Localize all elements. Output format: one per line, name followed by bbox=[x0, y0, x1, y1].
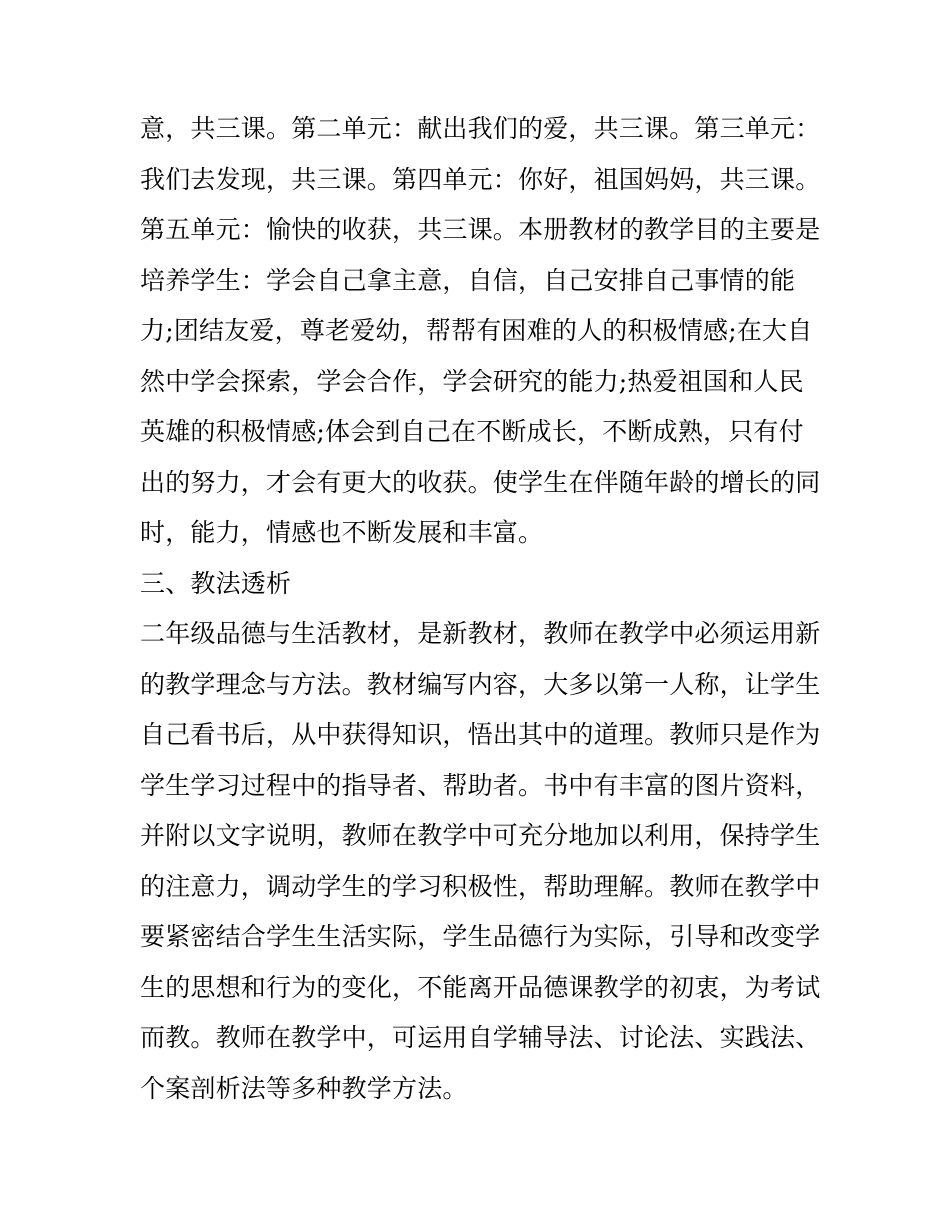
text-line: 而教。教师在教学中，可运用自学辅导法、讨论法、实践法、 bbox=[140, 1023, 821, 1052]
text-line: 第五单元：愉快的收获，共三课。本册教材的教学目的主要是 bbox=[140, 215, 821, 244]
text-line: 培养学生：学会自己拿主意，自信，自己安排自己事情的能 bbox=[140, 265, 796, 295]
body-text bbox=[140, 104, 830, 1114]
text-line: 时，能力，情感也不断发展和丰富。 bbox=[140, 518, 544, 547]
text-line: 并附以文字说明，教师在教学中可充分地加以利用，保持学生 bbox=[140, 821, 821, 850]
text-line: 出的努力，才会有更大的收获。使学生在伴随年龄的增长的同 bbox=[140, 467, 821, 497]
text-line: 我们去发现，共三课。第四单元：你好，祖国妈妈，共三课。 bbox=[140, 164, 821, 194]
text-line: 二年级品德与生活教材，是新教材，教师在教学中必须运用新 bbox=[140, 619, 821, 648]
text-line: 的教学理念与方法。教材编写内容，大多以第一人称，让学生 bbox=[140, 669, 821, 699]
text-line: 英雄的积极情感;体会到自己在不断成长，不断成熟，只有付 bbox=[140, 417, 804, 446]
section-heading: 三、教法透析 bbox=[140, 568, 292, 598]
text-line: 意，共三课。第二单元：献出我们的爱，共三课。第三单元： bbox=[140, 114, 821, 143]
text-line: 力;团结友爱，尊老爱幼，帮帮有困难的人的积极情感;在大自 bbox=[140, 316, 813, 345]
text-line: 生的思想和行为的变化，不能离开品德课教学的初衷，为考试 bbox=[140, 972, 821, 1002]
text-line: 然中学会探索，学会合作，学会研究的能力;热爱祖国和人民 bbox=[140, 366, 804, 396]
text-line: 个案剖析法等多种教学方法。 bbox=[140, 1073, 468, 1103]
text-line: 的注意力，调动学生的学习积极性，帮助理解。教师在教学中 bbox=[140, 871, 821, 901]
text-line: 要紧密结合学生生活实际，学生品德行为实际，引导和改变学 bbox=[140, 922, 821, 951]
text-line: 自己看书后，从中获得知识，悟出其中的道理。教师只是作为 bbox=[140, 720, 821, 749]
text-line: 学生学习过程中的指导者、帮助者。书中有丰富的图片资料， bbox=[140, 770, 821, 800]
